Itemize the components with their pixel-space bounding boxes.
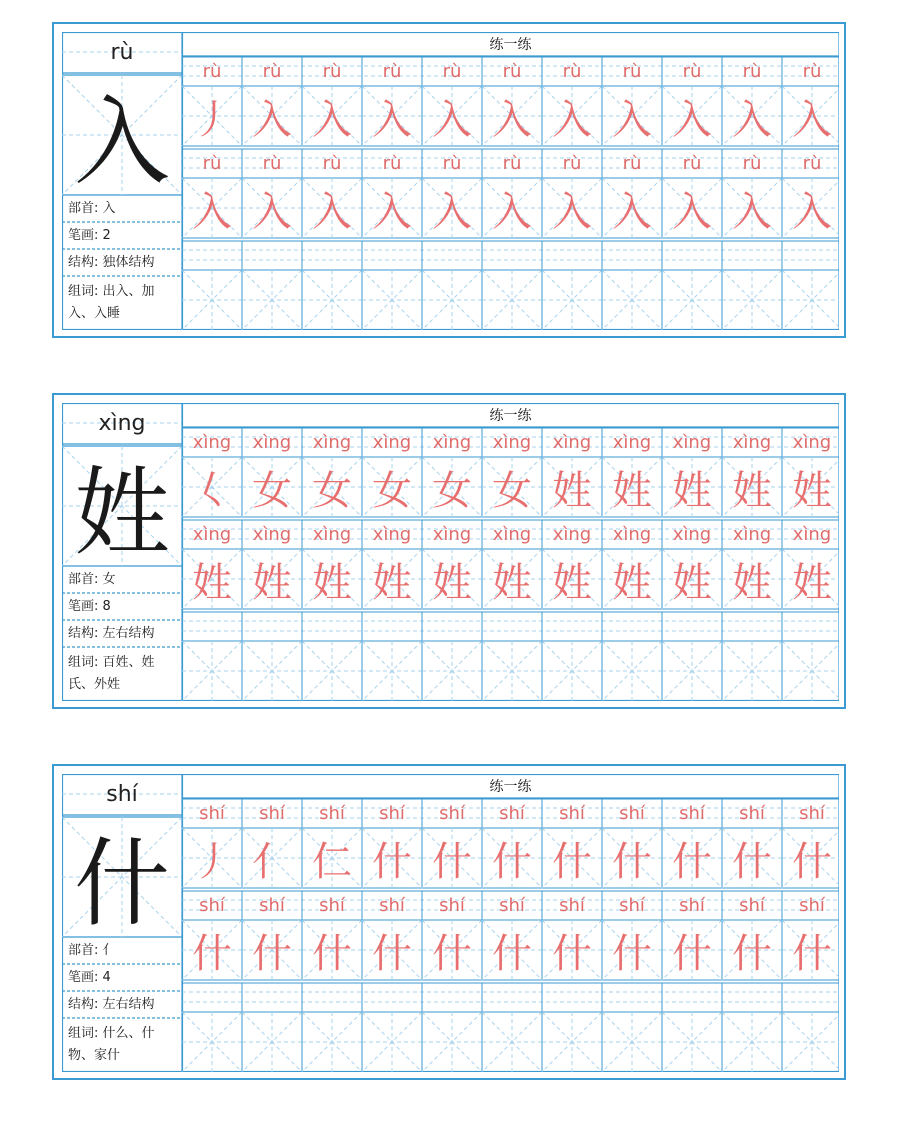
- practice-character: 女: [492, 467, 532, 514]
- strokes-info: 笔画: 4: [68, 970, 111, 985]
- practice-pinyin: xìng: [312, 524, 352, 545]
- practice-character: 入: [612, 188, 652, 235]
- practice-character: 入: [492, 188, 532, 235]
- main-character: 什: [74, 827, 170, 940]
- practice-character: 丿: [192, 96, 232, 143]
- practice-title: 练一练: [489, 37, 532, 53]
- main-pinyin: shí: [106, 781, 138, 807]
- practice-character: 姓: [372, 559, 412, 606]
- practice-character: 什: [552, 930, 592, 977]
- practice-character: 姓: [192, 559, 232, 606]
- practice-character: 亻: [252, 838, 292, 885]
- practice-pinyin: rù: [202, 61, 222, 82]
- practice-character: 女: [312, 467, 352, 514]
- practice-character: 入: [252, 96, 292, 143]
- practice-pinyin: xìng: [252, 432, 292, 453]
- practice-character: 入: [192, 188, 232, 235]
- practice-character: 姓: [612, 559, 652, 606]
- practice-pinyin: rù: [262, 153, 282, 174]
- practice-character: 女: [432, 467, 472, 514]
- practice-character: 入: [612, 96, 652, 143]
- practice-pinyin: rù: [322, 61, 342, 82]
- practice-character: 仁: [312, 838, 352, 885]
- main-character: 姓: [74, 456, 170, 569]
- words-info: 组词: 什么、什 物、家什: [68, 1026, 155, 1063]
- practice-pinyin: shí: [199, 803, 225, 824]
- practice-pinyin: xìng: [372, 432, 412, 453]
- practice-character: 什: [312, 930, 352, 977]
- practice-pinyin: rù: [382, 153, 402, 174]
- structure-info: 结构: 左右结构: [68, 626, 155, 641]
- practice-pinyin: rù: [622, 153, 642, 174]
- practice-pinyin: rù: [442, 153, 462, 174]
- practice-character: 什: [432, 930, 472, 977]
- practice-pinyin: shí: [499, 895, 525, 916]
- words-info: 组词: 出入、加 入、入睡: [68, 284, 155, 321]
- practice-character: 入: [792, 96, 832, 143]
- structure-info: 结构: 独体结构: [68, 255, 155, 270]
- practice-pinyin: shí: [379, 895, 405, 916]
- structure-info: 结构: 左右结构: [68, 997, 155, 1012]
- practice-pinyin: shí: [679, 895, 705, 916]
- practice-character: 入: [432, 188, 472, 235]
- practice-character: 入: [732, 96, 772, 143]
- practice-character: 入: [252, 188, 292, 235]
- main-pinyin: rù: [110, 39, 134, 65]
- practice-character: 什: [732, 930, 772, 977]
- practice-character: 什: [252, 930, 292, 977]
- practice-character: 姓: [672, 559, 712, 606]
- practice-pinyin: shí: [259, 803, 285, 824]
- practice-pinyin: rù: [802, 153, 822, 174]
- practice-character: 什: [552, 838, 592, 885]
- practice-pinyin: shí: [559, 803, 585, 824]
- practice-character: 女: [372, 467, 412, 514]
- practice-character: 入: [672, 188, 712, 235]
- character-card: [52, 22, 846, 338]
- practice-character: 姓: [252, 559, 292, 606]
- practice-pinyin: xìng: [732, 524, 772, 545]
- practice-character: 什: [792, 838, 832, 885]
- practice-character: 什: [612, 838, 652, 885]
- practice-pinyin: xìng: [552, 432, 592, 453]
- practice-pinyin: shí: [799, 895, 825, 916]
- main-pinyin: xìng: [98, 410, 146, 436]
- practice-character: 姓: [612, 467, 652, 514]
- practice-pinyin: shí: [319, 895, 345, 916]
- practice-pinyin: xìng: [372, 524, 412, 545]
- practice-title: 练一练: [489, 779, 532, 795]
- practice-character: 入: [492, 96, 532, 143]
- practice-pinyin: xìng: [192, 524, 232, 545]
- practice-pinyin: rù: [322, 153, 342, 174]
- practice-pinyin: shí: [319, 803, 345, 824]
- practice-pinyin: rù: [622, 61, 642, 82]
- practice-pinyin: rù: [502, 153, 522, 174]
- practice-pinyin: rù: [562, 153, 582, 174]
- radical-info: 部首: 亻: [68, 943, 116, 958]
- practice-pinyin: shí: [439, 895, 465, 916]
- practice-pinyin: shí: [619, 895, 645, 916]
- practice-character: 姓: [792, 559, 832, 606]
- practice-character: 入: [312, 188, 352, 235]
- practice-character: 姓: [672, 467, 712, 514]
- practice-pinyin: xìng: [192, 432, 232, 453]
- practice-title: 练一练: [489, 408, 532, 424]
- practice-pinyin: xìng: [252, 524, 292, 545]
- practice-character: 什: [612, 930, 652, 977]
- practice-pinyin: xìng: [612, 432, 652, 453]
- practice-pinyin: xìng: [732, 432, 772, 453]
- practice-pinyin: rù: [682, 153, 702, 174]
- practice-character: 姓: [552, 467, 592, 514]
- main-character: 入: [74, 85, 170, 198]
- practice-character: 入: [732, 188, 772, 235]
- radical-info: 部首: 女: [68, 572, 116, 587]
- practice-pinyin: xìng: [792, 524, 832, 545]
- practice-pinyin: xìng: [612, 524, 652, 545]
- practice-character: 什: [192, 930, 232, 977]
- practice-character: 什: [792, 930, 832, 977]
- practice-pinyin: shí: [799, 803, 825, 824]
- character-card: [52, 764, 846, 1080]
- practice-character: 什: [372, 838, 412, 885]
- practice-character: 姓: [732, 467, 772, 514]
- practice-character: 入: [432, 96, 472, 143]
- practice-character: 入: [312, 96, 352, 143]
- practice-pinyin: shí: [619, 803, 645, 824]
- practice-pinyin: shí: [739, 895, 765, 916]
- practice-character: 什: [492, 838, 532, 885]
- practice-pinyin: xìng: [432, 432, 472, 453]
- practice-character: 女: [252, 467, 292, 514]
- practice-pinyin: shí: [679, 803, 705, 824]
- practice-character: 姓: [732, 559, 772, 606]
- practice-character: 姓: [432, 559, 472, 606]
- practice-pinyin: shí: [379, 803, 405, 824]
- practice-pinyin: xìng: [672, 524, 712, 545]
- character-card: [52, 393, 846, 709]
- practice-pinyin: shí: [199, 895, 225, 916]
- practice-pinyin: rù: [382, 61, 402, 82]
- practice-pinyin: rù: [742, 61, 762, 82]
- practice-character: 什: [432, 838, 472, 885]
- practice-character: 入: [792, 188, 832, 235]
- practice-pinyin: rù: [262, 61, 282, 82]
- practice-character: 姓: [492, 559, 532, 606]
- practice-character: 什: [672, 930, 712, 977]
- practice-pinyin: xìng: [792, 432, 832, 453]
- words-info: 组词: 百姓、姓 氏、外姓: [68, 655, 155, 692]
- practice-character: 入: [372, 96, 412, 143]
- practice-pinyin: shí: [259, 895, 285, 916]
- practice-character: 入: [552, 188, 592, 235]
- practice-character: 什: [372, 930, 412, 977]
- practice-character: 入: [552, 96, 592, 143]
- practice-pinyin: rù: [502, 61, 522, 82]
- practice-pinyin: rù: [202, 153, 222, 174]
- practice-character: 入: [372, 188, 412, 235]
- practice-pinyin: xìng: [552, 524, 592, 545]
- practice-character: 姓: [312, 559, 352, 606]
- practice-pinyin: shí: [739, 803, 765, 824]
- practice-pinyin: xìng: [672, 432, 712, 453]
- practice-character: 入: [672, 96, 712, 143]
- practice-character: 𡿨: [192, 467, 232, 514]
- practice-pinyin: xìng: [492, 432, 532, 453]
- practice-character: 姓: [552, 559, 592, 606]
- practice-pinyin: rù: [562, 61, 582, 82]
- practice-pinyin: shí: [499, 803, 525, 824]
- practice-pinyin: rù: [742, 153, 762, 174]
- practice-pinyin: shí: [439, 803, 465, 824]
- practice-pinyin: rù: [802, 61, 822, 82]
- practice-character: 丿: [192, 838, 232, 885]
- practice-character: 什: [672, 838, 712, 885]
- practice-character: 什: [492, 930, 532, 977]
- strokes-info: 笔画: 8: [68, 599, 111, 614]
- practice-pinyin: xìng: [492, 524, 532, 545]
- strokes-info: 笔画: 2: [68, 228, 111, 243]
- practice-pinyin: rù: [682, 61, 702, 82]
- practice-character: 什: [732, 838, 772, 885]
- practice-pinyin: shí: [559, 895, 585, 916]
- practice-pinyin: rù: [442, 61, 462, 82]
- practice-character: 姓: [792, 467, 832, 514]
- practice-pinyin: xìng: [432, 524, 472, 545]
- radical-info: 部首: 入: [68, 201, 116, 216]
- practice-pinyin: xìng: [312, 432, 352, 453]
